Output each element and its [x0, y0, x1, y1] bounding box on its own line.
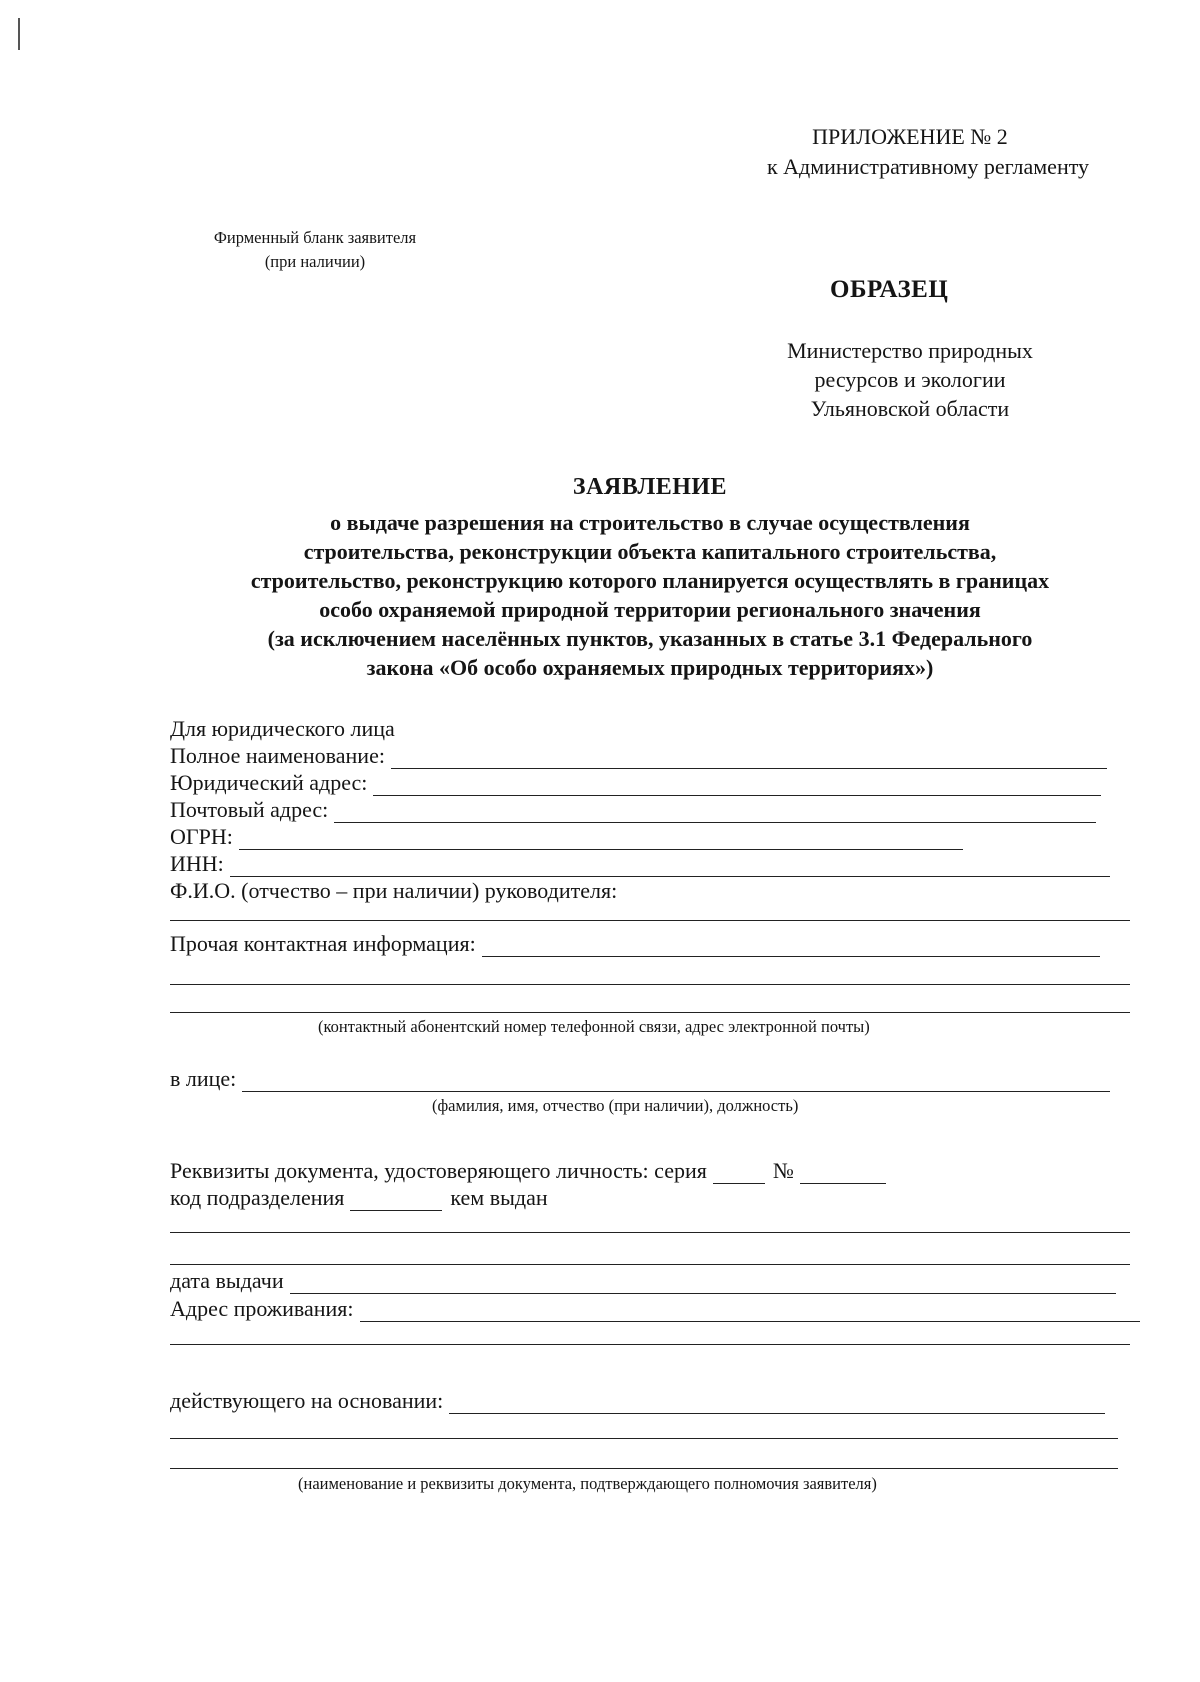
id-number-field[interactable]	[800, 1161, 886, 1184]
issued-by-field-line-2[interactable]	[170, 1246, 1130, 1265]
issued-by-label: кем выдан	[450, 1185, 548, 1210]
contacts-hint: (контактный абонентский номер телефонной связи, адрес электронной почты)	[318, 1017, 870, 1036]
director-field[interactable]	[170, 902, 1130, 921]
ogrn-row	[170, 822, 963, 850]
full-name-row	[170, 741, 1107, 769]
subtitle-line: закона «Об особо охраняемых природных территориях»)	[366, 655, 934, 680]
postal-address-row	[170, 795, 1096, 823]
other-contacts-label: Прочая контактная информация:	[170, 931, 476, 956]
id-series-field[interactable]	[713, 1161, 765, 1184]
other-contacts-row	[170, 929, 1100, 957]
addressee	[760, 336, 1060, 423]
postal-address-label: Почтовый адрес:	[170, 797, 329, 822]
id-document-label: Реквизиты документа, удостоверяющего личность: серия	[170, 1158, 707, 1183]
appendix-header	[700, 122, 1120, 182]
letterhead-line-2: (при наличии)	[264, 252, 366, 271]
issue-date-row	[170, 1266, 1116, 1294]
subtitle-line: строительства, реконструкции объекта капитального строительства,	[303, 539, 997, 564]
appendix-reference: к Административному регламенту	[766, 154, 1090, 179]
basis-label: действующего на основании:	[170, 1388, 444, 1413]
id-document-row	[170, 1156, 886, 1184]
inn-label: ИНН:	[170, 851, 224, 876]
other-contacts-field[interactable]	[482, 934, 1100, 957]
other-contacts-field-line-2[interactable]	[170, 966, 1130, 985]
represented-by-field[interactable]	[242, 1069, 1110, 1092]
letterhead-note	[165, 226, 465, 274]
ogrn-field[interactable]	[239, 827, 963, 850]
legal-entity-section	[170, 714, 395, 742]
residence-field-line-2[interactable]	[170, 1326, 1130, 1345]
legal-address-label: Юридический адрес:	[170, 770, 368, 795]
other-contacts-field-line-3[interactable]	[170, 994, 1130, 1013]
document-subtitle	[150, 508, 1150, 682]
director-row	[170, 876, 617, 904]
subtitle-line: (за исключением населённых пунктов, указанных в статье 3.1 Федерального	[267, 626, 1033, 651]
ogrn-label: ОГРН:	[170, 824, 233, 849]
residence-field[interactable]	[360, 1299, 1140, 1322]
addressee-line-1: Министерство природных	[787, 338, 1033, 363]
division-code-row	[170, 1183, 548, 1211]
addressee-line-2: ресурсов и экологии	[814, 367, 1006, 392]
issue-date-field[interactable]	[290, 1271, 1116, 1294]
division-code-label: код подразделения	[170, 1185, 345, 1210]
issued-by-field[interactable]	[170, 1214, 1130, 1233]
basis-field[interactable]	[449, 1391, 1105, 1414]
legal-address-field[interactable]	[373, 773, 1101, 796]
residence-label: Адрес проживания:	[170, 1296, 354, 1321]
residence-row	[170, 1294, 1140, 1322]
appendix-number: ПРИЛОЖЕНИЕ № 2	[812, 124, 1008, 149]
full-name-field[interactable]	[391, 746, 1107, 769]
number-sign: №	[772, 1158, 794, 1183]
issue-date-label: дата выдачи	[170, 1268, 284, 1293]
director-label: Ф.И.О. (отчество – при наличии) руководителя:	[170, 878, 618, 903]
represented-by-label: в лице:	[170, 1066, 237, 1091]
document-title: ЗАЯВЛЕНИЕ	[572, 474, 728, 500]
subtitle-line: особо охраняемой природной территории регионального значения	[319, 597, 981, 622]
basis-field-line-3[interactable]	[170, 1450, 1118, 1469]
inn-field[interactable]	[230, 854, 1110, 877]
basis-row	[170, 1386, 1105, 1414]
represented-by-row	[170, 1064, 1110, 1092]
addressee-line-3: Ульяновской области	[810, 396, 1010, 421]
sample-label: ОБРАЗЕЦ	[830, 276, 949, 303]
basis-field-line-2[interactable]	[170, 1420, 1118, 1439]
scan-edge-mark	[18, 18, 20, 50]
full-name-label: Полное наименование:	[170, 743, 385, 768]
represented-by-hint: (фамилия, имя, отчество (при наличии), должность)	[432, 1096, 799, 1115]
letterhead-line-1: Фирменный бланк заявителя	[213, 228, 417, 247]
legal-address-row	[170, 768, 1101, 796]
postal-address-field[interactable]	[334, 800, 1096, 823]
legal-entity-label: Для юридического лица	[170, 716, 395, 741]
subtitle-line: о выдаче разрешения на строительство в случае осуществления	[330, 510, 970, 535]
division-code-field[interactable]	[350, 1188, 442, 1211]
inn-row	[170, 849, 1110, 877]
subtitle-line: строительство, реконструкцию которого планируется осуществлять в границах	[250, 568, 1050, 593]
basis-hint: (наименование и реквизиты документа, подтверждающего полномочия заявителя)	[298, 1474, 877, 1493]
